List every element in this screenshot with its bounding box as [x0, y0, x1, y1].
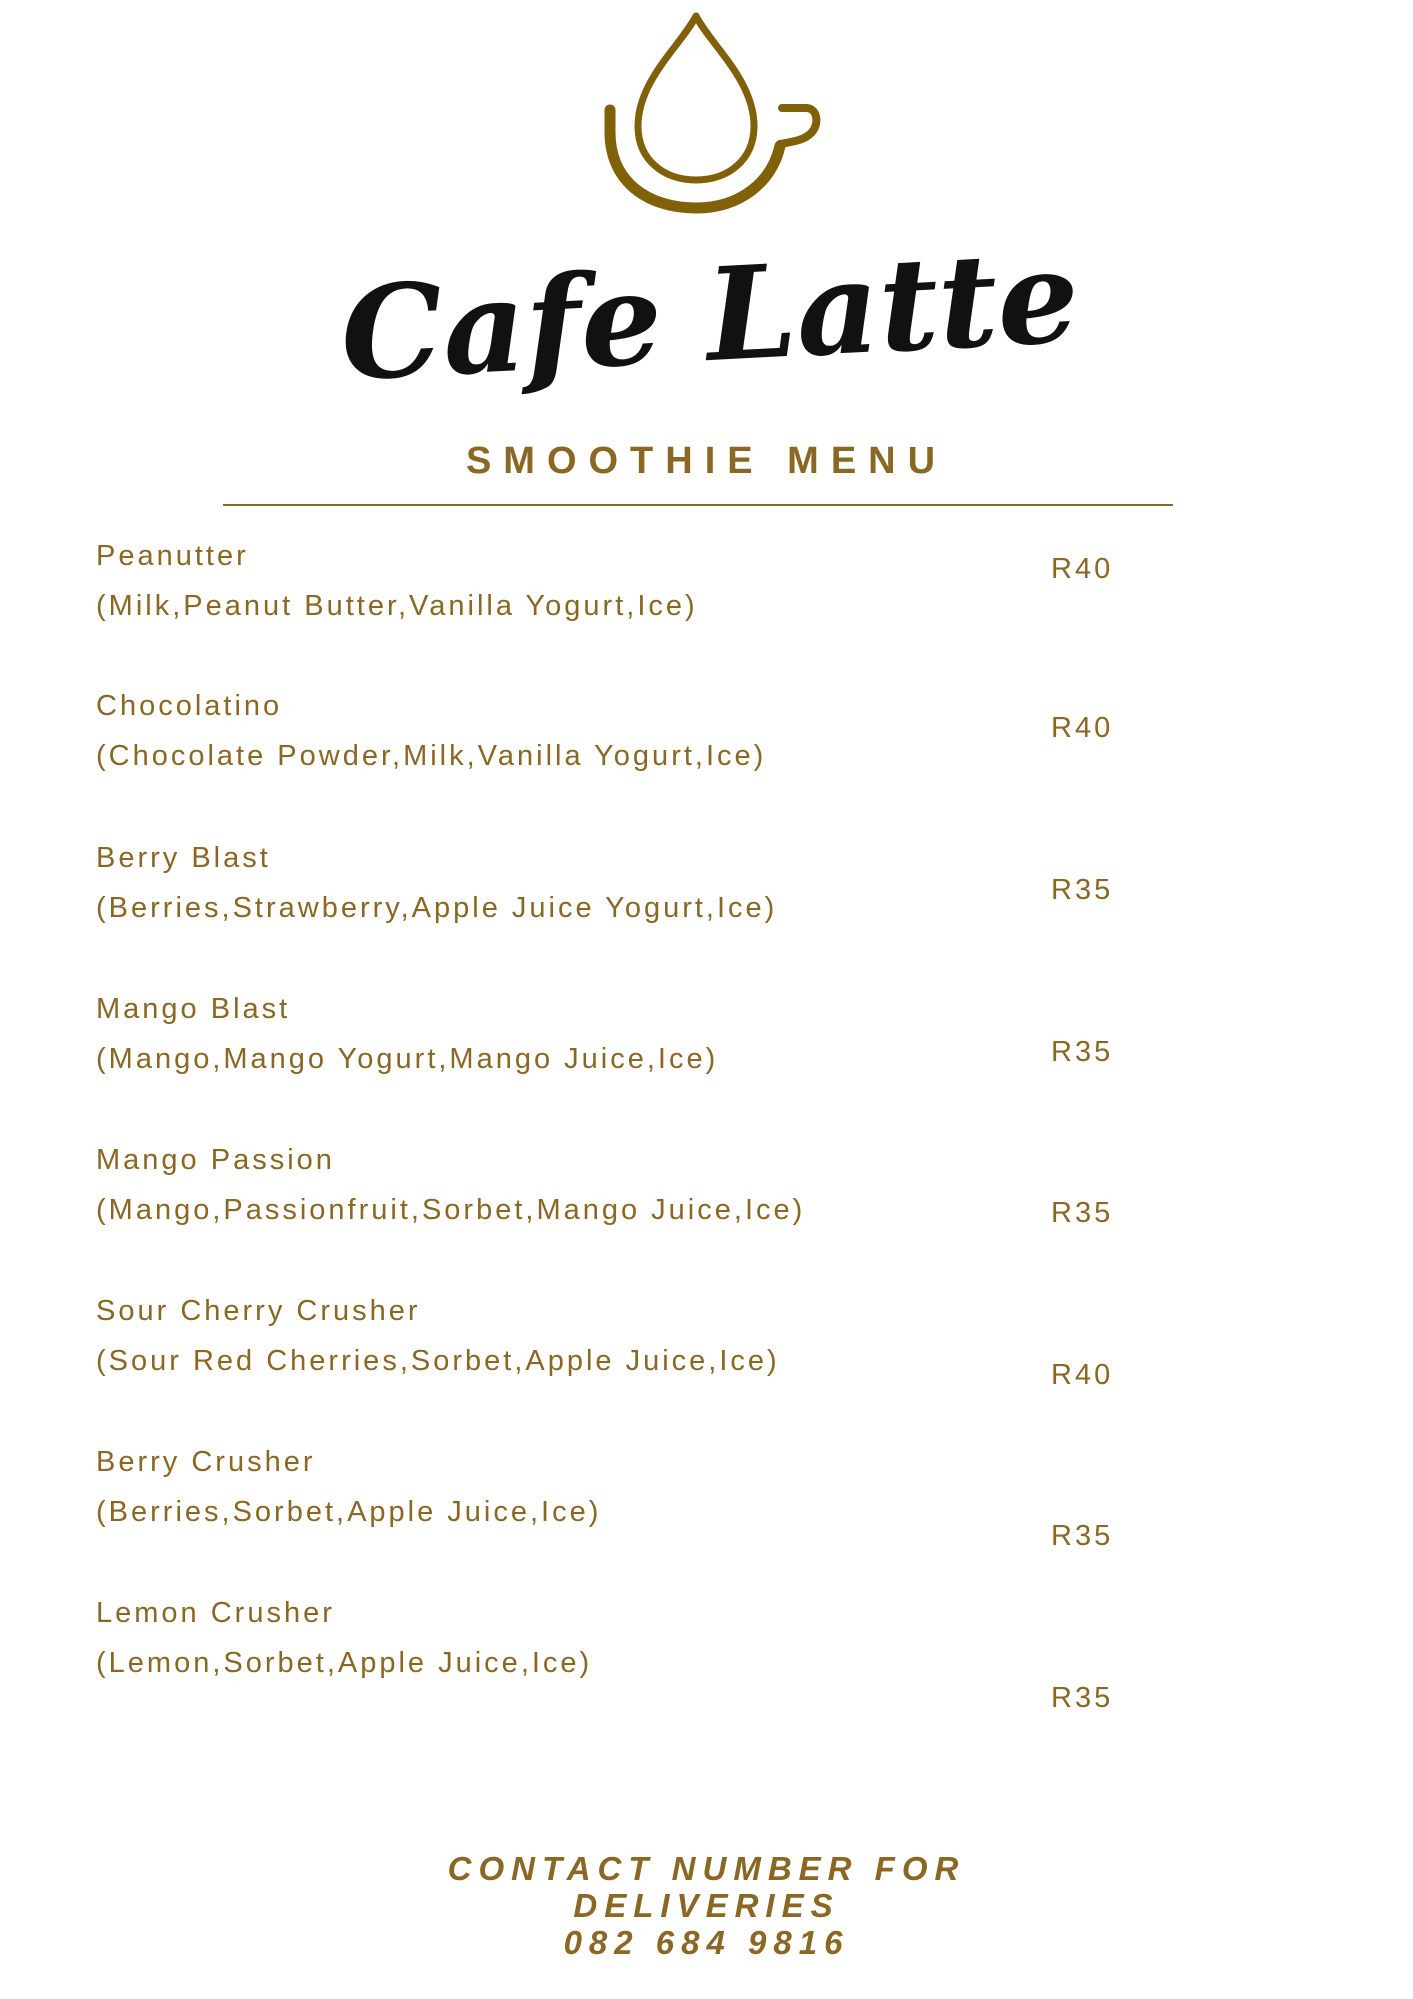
delivery-contact: [0, 1850, 1413, 1961]
item-name: Berry Blast: [96, 842, 271, 874]
menu-item: [96, 832, 1316, 982]
item-price: R35: [1051, 1197, 1114, 1229]
item-ingredients: (Sour Red Cherries,Sorbet,Apple Juice,Ice): [96, 1345, 780, 1377]
item-ingredients: (Mango,Mango Yogurt,Mango Juice,Ice): [96, 1043, 719, 1075]
brand-wordmark: [337, 220, 1083, 420]
item-ingredients: (Berries,Strawberry,Apple Juice Yogurt,Ice): [96, 892, 778, 924]
item-name: Chocolatino: [96, 690, 283, 722]
menu-item: [96, 680, 1316, 830]
item-price: R40: [1051, 1359, 1114, 1391]
item-price: R35: [1051, 1682, 1114, 1714]
item-name: Lemon Crusher: [96, 1597, 335, 1629]
item-name: Peanutter: [96, 540, 249, 572]
item-ingredients: (Milk,Peanut Butter,Vanilla Yogurt,Ice): [96, 590, 698, 622]
heading-divider: [223, 504, 1173, 506]
contact-phone: 082 684 9816: [563, 1924, 850, 1961]
brand-name: Cafe Latte: [337, 221, 1083, 411]
contact-label-line-2: DELIVERIES: [573, 1887, 840, 1924]
menu-item: [96, 1134, 1316, 1284]
item-name: Sour Cherry Crusher: [96, 1295, 421, 1327]
item-price: R40: [1051, 712, 1114, 744]
menu-heading: SMOOTHIE MENU: [465, 440, 948, 482]
item-ingredients: (Chocolate Powder,Milk,Vanilla Yogurt,Ice): [96, 740, 767, 772]
menu-item: [96, 530, 1316, 680]
contact-label-line-1: CONTACT NUMBER FOR: [447, 1850, 966, 1887]
menu-item: [96, 983, 1316, 1133]
item-price: R35: [1051, 1036, 1114, 1068]
item-price: R35: [1051, 1520, 1114, 1552]
item-price: R35: [1051, 874, 1114, 906]
item-name: Mango Blast: [96, 993, 291, 1025]
item-name: Berry Crusher: [96, 1446, 316, 1478]
cup-drop-logo-icon: [610, 6, 820, 216]
menu-item: [96, 1285, 1316, 1435]
item-ingredients: (Berries,Sorbet,Apple Juice,Ice): [96, 1496, 602, 1528]
item-ingredients: (Mango,Passionfruit,Sorbet,Mango Juice,Ice): [96, 1194, 806, 1226]
item-ingredients: (Lemon,Sorbet,Apple Juice,Ice): [96, 1647, 593, 1679]
menu-item: [96, 1436, 1316, 1586]
menu-item: [96, 1587, 1316, 1737]
smoothie-list: [96, 530, 1316, 1730]
item-price: R40: [1051, 553, 1114, 585]
item-name: Mango Passion: [96, 1144, 335, 1176]
